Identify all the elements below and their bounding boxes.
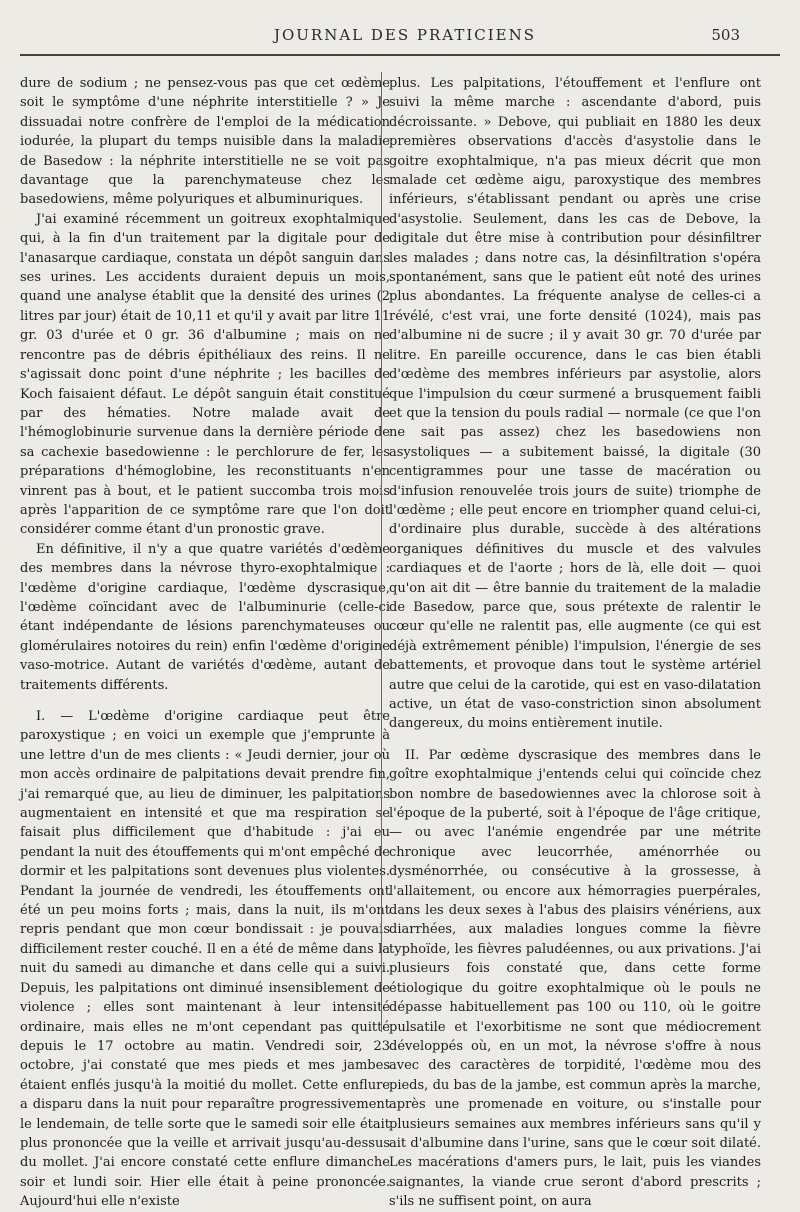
right-column xyxy=(389,74,761,1212)
paragraph: plus. Les palpitations, l'étouffement et l'enflure ont suivi la même marche : ascendante d'abord, puis décroissante. » Debove, qui publiait en 1880 les deux premières observations d'accès d'asystolie dans le goitre exophtalmique, n'a pas mieux décrit que mon malade cet œdème aigu, paroxystique des membres inférieurs, s'établissant pendant ou après une crise d'asystolie. Seulement, dans les cas de Debove, la digitale dut être mise à contribution pour désinfiltrer les malades ; dans notre cas, la désinfiltration s'opéra spontanément, sans que le patient eût noté des urines plus abondantes. La fréquente analyse de celles-ci a révélé, c'est vrai, une forte densité (1024), mais pas d'albumine ni de sucre ; il y avait 30 gr. 70 d'urée par litre. En pareille occurence, dans le cas bien établi d'œdème des membres inférieurs par asystolie, alors que l'impulsion du cœur surmené a brusquement faibli et que la tension du pouls radial — normale (ce que l'on ne sait pas assez) chez les basedowiens non asystoliques — a subitement baissé, la digitale (30 centigrammes pour une tasse de macération ou d'infusion renouvelée trois jours de suite) triomphe de l'œdème ; elle peut encore en triompher quand celui-ci, d'ordinaire plus durable, succède à des altérations organiques définitives du muscle et des valvules cardiaques et de l'aorte ; hors de là, elle doit — quoi qu'on ait dit — être bannie du traitement de la maladie de Basedow, parce que, sous prétexte de ralentir le cœur qu'elle ne ralentit pas, elle augmente (ce qui est déjà extrêmement pénible) l'impulsion, l'énergie de ses battements, et provoque dans tout le système artériel autre que celui de la carotide, qui est en vaso-dilatation active, un état de vaso-constriction sinon absolument dangereux, du moins entièrement inutile. xyxy=(389,76,761,732)
page-number: 503 xyxy=(711,26,740,44)
left-column xyxy=(20,74,390,1212)
paragraph: J'ai examiné récemment un goitreux exophtalmique qui, à la fin d'un traitement par la digitale pour de l'anasarque cardiaque, constata un dépôt sanguin dans ses urines. Les accidents duraient depuis un mois, quand une analyse établit que la densité des urines (2 litres par jour) était de 10,11 et qu'il y avait par litre 11 gr. 03 d'urée et 0 gr. 36 d'albumine ; mais on ne rencontre pas de débris épithéliaux des reins. Il ne s'agissait donc point d'une néphrite ; les bacilles de Koch faisaient défaut. Le dépôt sanguin était constitué par des hématies. Notre malade avait de l'hémoglobinurie survenue dans la dernière période de sa cachexie basedowienne : le perchlorure de fer, les préparations d'hémoglobine, les reconstituants n'en vinrent pas à bout, et le patient succomba trois mois après l'apparition de ce symptôme rare que l'on doit considérer comme étant d'un pronostic grave. xyxy=(20,211,390,538)
paragraph: dure de sodium ; ne pensez-vous pas que cet œdème soit le symptôme d'une néphrite interstitielle ? » Je dissuadai notre confrère de l'emploi de la médication iodurée, la plupart du temps nuisible dans la maladie de Basedow : la néphrite interstitielle ne se voit pas davantage que la parenchymateuse chez les basedowiens, même polyuriques et albuminuriques. xyxy=(20,76,390,208)
running-head xyxy=(0,0,800,56)
section-paragraph: II. Par œdème dyscrasique des membres dans le goître exophtalmique j'entends celui qui coïncide chez bon nombre de basedowiennes avec la chlorose soit à l'époque de la puberté, soit à l'époque de l'âge critique, — ou avec l'anémie engendrée par une métrite chronique avec leucorrhée, aménorrhée ou dysménorrhée, ou consécutive à la grossesse, à l'allaitement, ou encore aux hémorragies puerpérales, dans les deux sexes à l'abus des plaisirs vénériens, aux diarrhées, aux maladies longues comme la fièvre typhoïde, les fièvres paludéennes, ou aux privations. J'ai plusieurs fois constaté que, dans cette forme étiologique du goitre exophtalmique où le pouls ne dépasse habituellement pas 100 ou 110, où le goitre pulsatile et l'exorbitisme ne sont que médiocrement développés où, en un mot, la névrose s'offre à nous avec des caractères de torpidité, l'œdème mou des pieds, du bas de la jambe, est commun après la marche, après une promenade en voiture, ou s'installe pour plusieurs semaines aux membres inférieurs sans qu'il y ait d'albumine dans l'urine, sans que le cœur soit dilaté. Les macérations d'amers purs, le lait, puis les viandes saignantes, la viande crue seront d'abord prescrits ; s'ils ne suffisent point, on aura xyxy=(389,747,761,1210)
journal-title: JOURNAL DES PRATICIENS xyxy=(273,26,537,44)
paragraph: En définitive, il n'y a que quatre variétés d'œdème des membres dans la névrose thyro-exophtalmique : l'œdème d'origine cardiaque, l'œdème dyscrasique, l'œdème coïncidant avec de l'albuminurie (celle-ci étant indépendante de lésions parenchymateuses ou glomérulaires notoires du rein) enfin l'œdème d'origine vaso-motrice. Autant de variétés d'œdème, autant de traitements différents. xyxy=(20,541,390,693)
header-rule xyxy=(20,54,780,56)
section-paragraph: I. — L'œdème d'origine cardiaque peut être paroxystique ; en voici un exemple que j'emprunte à une lettre d'un de mes clients : « Jeudi dernier, jour où mon accès ordinaire de palpitations devait prendre fin, j'ai remarqué que, au lieu de diminuer, les palpitations augmentaient en intensité et que ma respiration se faisait plus difficilement que d'habitude : j'ai eu pendant la nuit des étouffements qui m'ont empêché de dormir et les palpitations sont devenues plus violentes. Pendant la journée de vendredi, les étouffements ont été un peu moins forts ; mais, dans la nuit, ils m'ont repris pendant que mon cœur bondissait : je pouvais difficilement rester couché. Il en a été de même dans la nuit du samedi au dimanche et dans celle qui a suivi. Depuis, les palpitations ont diminué insensiblement de violence ; elles sont maintenant à leur intensité ordinaire, mais elles ne m'ont cependant pas quitté depuis le 17 octobre au matin. Vendredi soir, 23 octobre, j'ai constaté que mes pieds et mes jambes étaient enflés jusqu'à la moitié du mollet. Cette enflure a disparu dans la nuit pour reparaître progressivement le lendemain, de telle sorte que le samedi soir elle était plus prononcée que la veille et arrivait jusqu'au-dessus du mollet. J'ai encore constaté cette enflure dimanche soir et lundi soir. Hier elle était à peine prononcée. Aujourd'hui elle n'existe xyxy=(20,709,390,1210)
column-divider xyxy=(381,72,382,1032)
